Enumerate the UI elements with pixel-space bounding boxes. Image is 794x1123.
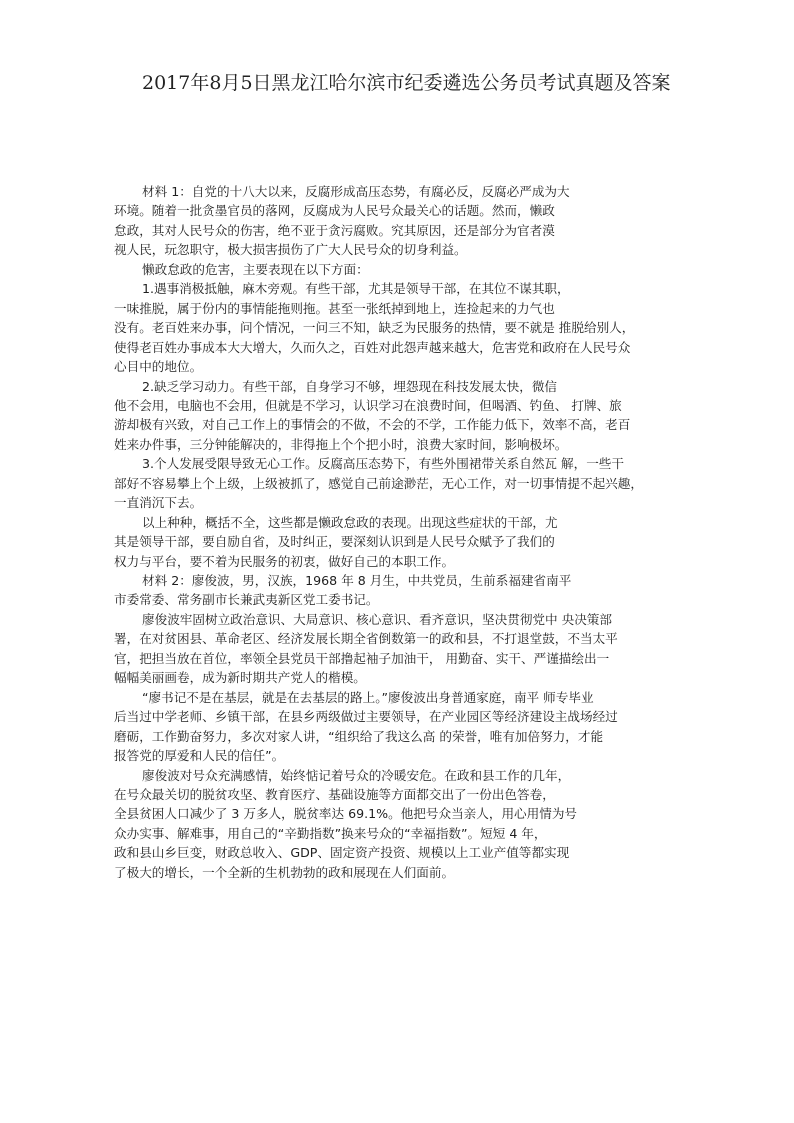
body-line: 一味推脱，属于份内的事情能拖则拖。甚至一张纸掉到地上，连捡起来的力气也 <box>114 300 555 316</box>
body-line: 官，把担当放在首位，率领全县党员干部撸起袖子加油干， 用勤奋、实干、严谨描绘出一 <box>114 650 610 666</box>
body-line: 廖俊波对号众充满感情，始终惦记着号众的冷暖安危。在政和县工作的几年， <box>142 767 571 783</box>
body-line: “廖书记不是在基层，就是在去基层的路上。”廖俊波出身普通家庭，南平 师专毕业 <box>142 689 594 705</box>
body-line: 2.缺乏学习动力。有些干部，自身学习不够，埋怨现在科技发展太快，微信 <box>142 378 558 394</box>
body-line: 报答党的厚爱和人民的信任”。 <box>114 748 285 764</box>
body-line: 游却极有兴致，对自己工作上的事情会的不做，不会的不学，工作能力低下，效率不高，老百 <box>114 417 631 433</box>
body-line: 他不会用，电脑也不会用，但就是不学习，认识学习在浪费时间，但喝酒、钓鱼、 打牌、旅 <box>114 397 622 413</box>
body-line: 材料 2：廖俊波，男，汉族，1968 年 8 月生，中共党员，生前系福建省南平 <box>142 573 572 588</box>
body-line: 一直消沉下去。 <box>114 495 203 511</box>
document-title: 2017年8月5日黑龙江哈尔滨市纪委遴选公务员考试真题及答案 <box>142 72 671 94</box>
body-line: 使得老百姓办事成本大大增大，久而久之，百姓对此怨声越来越大，危害党和政府在人民号众 <box>114 339 631 355</box>
body-line: 1.遇事消极抵触，麻木旁观。有些干部，尤其是领导干部，在其位不谋其职， <box>142 281 570 297</box>
body-line: 视人民，玩忽职守，极大损害损伤了广大人民号众的切身利益。 <box>114 242 467 258</box>
body-line: 署，在对贫困县、革命老区、经济发展长期全省倒数第一的政和县，不打退堂鼓，不当太平 <box>114 631 618 647</box>
body-line: 在号众最关切的脱贫攻坚、教育医疗、基础设施等方面都交出了一份出色答卷， <box>114 786 555 802</box>
body-line: 以上种种，概括不全，这些都是懒政怠政的表现。出现这些症状的干部，尤 <box>142 514 558 530</box>
body-line: 市委常委、常务副市长兼武夷新区党工委书记。 <box>114 592 379 608</box>
body-line: 心目中的地位。 <box>114 359 203 375</box>
body-line: 其是领导干部，要自励自省，及时纠正，要深刻认识到是人民号众赋予了我们的 <box>114 534 555 550</box>
body-line: 众办实事、解难事，用自己的“辛勤指数”换来号众的“幸福指数”。短短 4 年， <box>114 825 547 841</box>
body-line: 权力与平台，要不着为民服务的初衷，做好自己的本职工作。 <box>114 553 455 569</box>
body-line: 幅幅美丽画卷，成为新时期共产党人的楷模。 <box>114 670 366 686</box>
body-line: 怠政，其对人民号众的伤害，绝不亚于贪污腐败。究其原因，还是部分为官者漠 <box>114 222 555 238</box>
body-line: 政和县山乡巨变，财政总收入、GDP、固定资产投资、规模以上工业产值等都实现 <box>114 845 570 861</box>
body-line: 懒政怠政的危害，主要表现在以下方面： <box>142 261 369 277</box>
body-line: 3.个人发展受限导致无心工作。反腐高压态势下，有些外围裙带关系自然瓦 解，一些干 <box>142 456 624 472</box>
body-line: 姓来办件事，三分钟能解决的，非得拖上个个把小时，浪费大家时间，影响极坏。 <box>114 436 568 452</box>
body-line: 环境。随着一批贪墨官员的落网，反腐成为人民号众最关心的话题。然而，懒政 <box>114 203 555 219</box>
body-line: 没有。老百姓来办事，问个情况，一问三不知，缺乏为民服务的热情，要不就是 推脱给别人， <box>114 320 635 336</box>
body-line: 廖俊波牢固树立政治意识、大局意识、核心意识、看齐意识，坚决贯彻党中 央决策部 <box>142 611 612 627</box>
body-line: 了极大的增长，一个全新的生机勃勃的政和展现在人们面前。 <box>114 864 455 880</box>
body-line: 材料 1：自党的十八大以来，反腐形成高压态势，有腐必反，反腐必严成为大 <box>142 184 570 199</box>
body-line: 磨砺，工作勤奋努力，多次对家人讲，“组织给了我这么高 的荣誉，唯有加倍努力，才能 <box>114 728 604 744</box>
body-line: 后当过中学老师、乡镇干部，在县乡两级做过主要领导，在产业园区等经济建设主战场经过 <box>114 709 618 725</box>
body-line: 全县贫困人口减少了 3 万多人，脱贫率达 69.1%。他把号众当亲人，用心用情为号 <box>114 806 578 822</box>
body-line: 部好不容易攀上个上级，上级被抓了，感觉自己前途渺茫，无心工作，对一切事情提不起兴趣， <box>114 475 643 491</box>
